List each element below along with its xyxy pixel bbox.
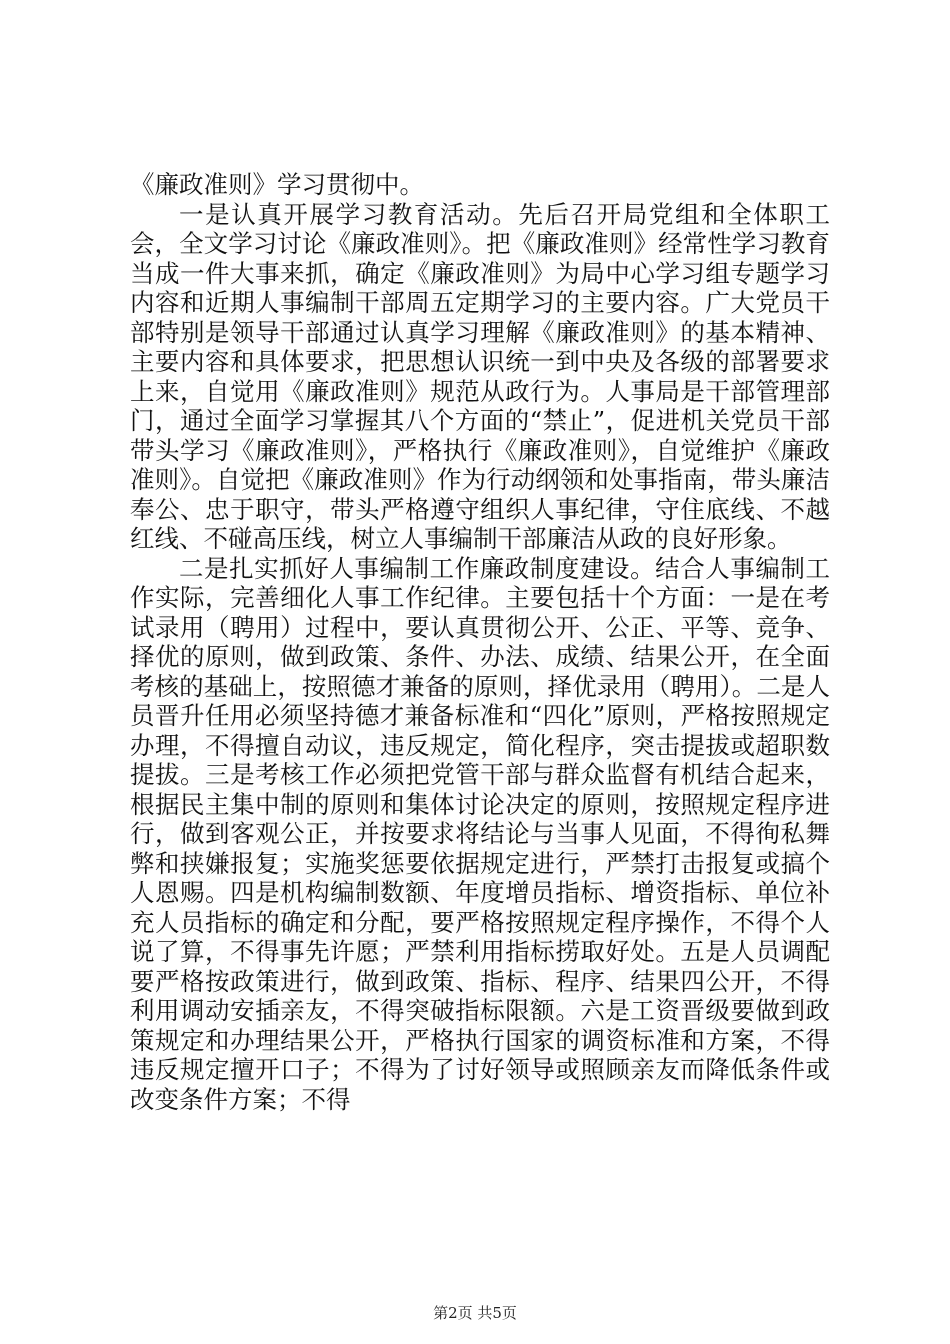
document-body [130, 170, 830, 1114]
paragraph-study-activities: 一是认真开展学习教育活动。先后召开局党组和全体职工会，全文学习讨论《廉政准则》。把《廉政准则》经常性学习教育当成一件大事来抓，确定《廉政准则》为局中心学习组专题学习内容和近期人事编制干部周五定期学习的主要内容。广大党员干部特别是领导干部通过认真学习理解《廉政准则》的基本精神、主要内容和具体要求，把思想认识统一到中央及各级的部署要求上来，自觉用《廉政准则》规范从政行为。人事局是干部管理部门，通过全面学习掌握其八个方面的“禁止”，促进机关党员干部带头学习《廉政准则》，严格执行《廉政准则》，自觉维护《廉政准则》。自觉把《廉政准则》作为行动纲领和处事指南，带头廉洁奉公、忠于职守，带头严格遵守组织人事纪律，守住底线、不越红线、不碰高压线，树立人事编制干部廉洁从政的良好形象。 [130, 199, 830, 553]
paragraph-system-construction: 二是扎实抓好人事编制工作廉政制度建设。结合人事编制工作实际，完善细化人事工作纪律。主要包括十个方面：一是在考试录用（聘用）过程中，要认真贯彻公开、公正、平等、竞争、择优的原则，做到政策、条件、办法、成绩、结果公开，在全面考核的基础上，按照德才兼备的原则，择优录用（聘用）。二是人员晋升任用必须坚持德才兼备标准和“四化”原则，严格按照规定办理，不得擅自动议，违反规定，简化程序，突击提拔或超职数提拔。三是考核工作必须把党管干部与群众监督有机结合起来，根据民主集中制的原则和集体讨论决定的原则，按照规定程序进行，做到客观公正，并按要求将结论与当事人见面，不得徇私舞弊和挟嫌报复；实施奖惩要依据规定进行，严禁打击报复或搞个人恩赐。四是机构编制数额、年度增员指标、增资指标、单位补充人员指标的确定和分配，要严格按照规定程序操作，不得个人说了算，不得事先许愿；严禁利用指标捞取好处。五是人员调配要严格按政策进行，做到政策、指标、程序、结果四公开，不得利用调动安插亲友，不得突破指标限额。六是工资晋级要做到政策规定和办理结果公开，严格执行国家的调资标准和方案，不得违反规定擅开口子；不得为了讨好领导或照顾亲友而降低条件或改变条件方案；不得 [130, 553, 830, 1114]
page-number-footer: 第2页 共5页 [433, 1304, 517, 1322]
paragraph-continuation: 《廉政准则》学习贯彻中。 [130, 170, 424, 199]
